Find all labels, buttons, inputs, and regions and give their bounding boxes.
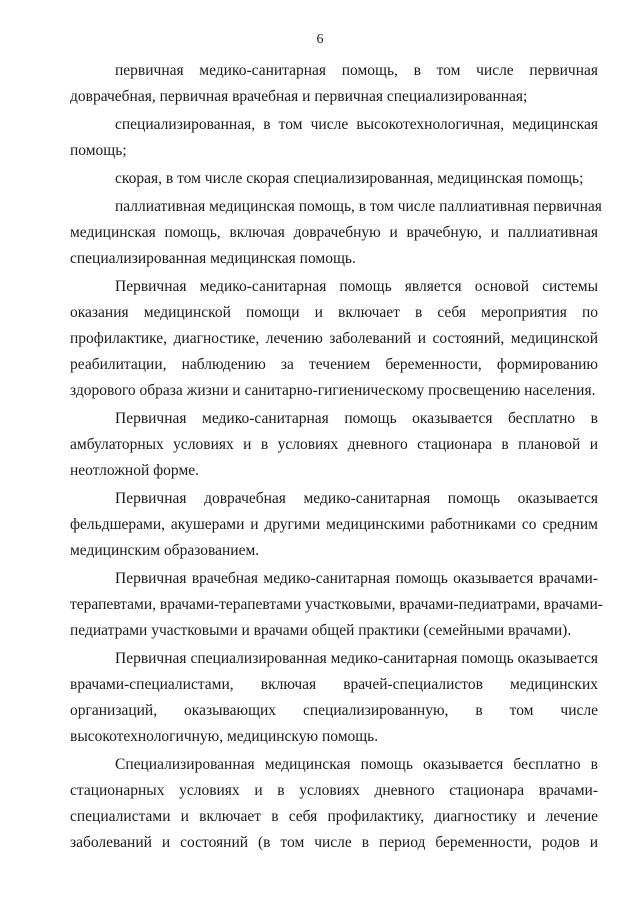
text-line: паллиативная медицинская помощь, в том числе паллиативная первичная [115,198,602,215]
text-line: врачами-специалистами, включая врачей-специалистов медицинских [70,676,598,693]
text-line: фельдшерами, акушерами и другими медицинскими работниками со средним [70,516,598,533]
text-line: стационарных условиях и в условиях дневного стационара врачами- [70,782,598,799]
text-line: медицинская помощь, включая доврачебную и врачебную, и паллиативная [70,224,598,241]
paragraph [70,112,598,164]
text-line: терапевтами, врачами-терапевтами участковыми, врачами-педиатрами, врачами- [70,596,603,613]
text-line: организаций, оказывающих специализированную, в том числе [70,702,598,719]
text-line: Первичная медико-санитарная помощь является основой системы [115,278,598,295]
text-line: скорая, в том числе скорая специализированная, медицинская помощь; [115,170,584,187]
text-line: оказания медицинской помощи и включает в себя мероприятия по [70,304,598,321]
text-line: амбулаторных условиях и в условиях дневного стационара в плановой и [70,436,598,453]
page-number: 6 [316,32,324,47]
paragraph [70,752,598,856]
paragraph [70,646,598,750]
text-line: специалистами и включает в себя профилактику, диагностику и лечение [70,808,598,825]
text-line: специализированная медицинская помощь. [70,250,356,267]
paragraph [70,166,598,192]
paragraph [70,58,598,110]
text-line: Первичная специализированная медико-санитарная помощь оказывается [115,650,598,667]
text-line: первичная медико-санитарная помощь, в том числе первичная [115,62,598,79]
paragraph [70,566,603,644]
text-line: реабилитации, наблюдению за течением беременности, формированию [70,356,598,373]
text-line: здорового образа жизни и санитарно-гигиеническому просвещению населения. [70,382,596,399]
text-line: неотложной форме. [70,462,200,479]
paragraph [70,406,598,484]
text-line: Первичная врачебная медико-санитарная помощь оказывается врачами- [115,570,598,587]
document-body [70,58,603,856]
text-line: Первичная доврачебная медико-санитарная помощь оказывается [115,490,598,507]
text-line: доврачебная, первичная врачебная и первичная специализированная; [70,88,528,105]
text-line: высокотехнологичную, медицинскую помощь. [70,728,379,745]
text-line: заболеваний и состояний (в том числе в период беременности, родов и [70,834,598,851]
text-line: профилактике, диагностике, лечению заболеваний и состояний, медицинской [70,330,598,347]
text-line: помощь; [70,142,127,159]
text-line: специализированная, в том числе высокотехнологичная, медицинская [115,116,598,133]
paragraph [70,486,598,564]
text-line: медицинским образованием. [70,542,260,559]
text-line: Первичная медико-санитарная помощь оказывается бесплатно в [115,410,598,427]
paragraph [70,274,598,404]
text-line: Специализированная медицинская помощь оказывается бесплатно в [115,756,598,773]
text-line: педиатрами участковыми и врачами общей практики (семейными врачами). [70,622,572,639]
paragraph [70,194,602,272]
